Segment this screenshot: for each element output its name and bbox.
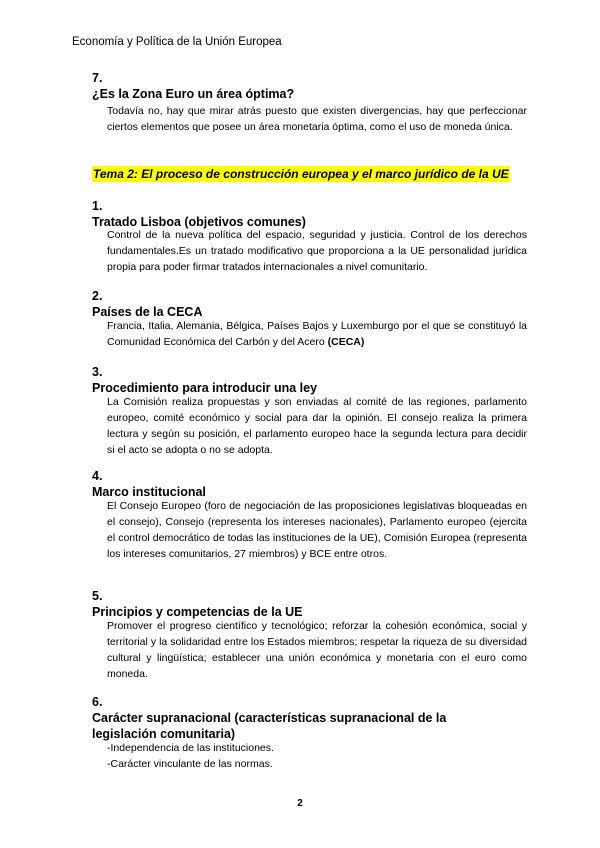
section-number: 5. (92, 589, 103, 603)
paragraph-bold-text: (CECA) (327, 336, 365, 348)
section-heading-3 (92, 364, 528, 396)
paragraph-3: La Comisión realiza propuestas y son enviadas al comité de las regiones, parlamento europeo, comité económico y social para dar la opinión. El consejo realiza la primera lectura y según su posición, el parlamento europeo hace la segunda lectura para decidir si el acto se adopta o no se adopta. (107, 396, 527, 456)
page-number: 2 (297, 798, 303, 809)
section-number: 6. (92, 695, 103, 709)
section-title: Países de la CECA (92, 305, 203, 319)
paragraph-5: Promover el progreso científico y tecnológico; reforzar la cohesión económica, social y territorial y la solidaridad entre los Estados miembros; respetar la riqueza de su diversidad cultural y lingüística; establecer una unión económica y monetaria con el euro como moneda. (107, 620, 527, 680)
section-number: 7. (92, 71, 103, 85)
section-heading-q7 (92, 70, 528, 102)
paragraph-4: El Consejo Europeo (foro de negociación de las proposiciones legislativas bloqueadas en el consejo), Consejo (representa los intereses nacionales), Parlamento europeo (ejercita el control democrático de todas las instituciones de la UE), Comisión Europea (representa los intereses comunitarios, 27 miembros) y BCE entre otros. (107, 500, 527, 560)
section-heading-4 (92, 468, 528, 500)
section-title: ¿Es la Zona Euro un área óptima? (92, 87, 295, 101)
section-title: Procedimiento para introducir una ley (92, 381, 318, 395)
section-heading-6 (92, 694, 528, 742)
list-item: -Independencia de las instituciones. (107, 742, 274, 754)
section-heading-2 (92, 288, 528, 320)
paragraph-text: Francia, Italia, Alemania, Bélgica, Países Bajos y Luxemburgo por el que se constituyó la Comunidad Económica del Carbón y del Acero (107, 320, 527, 348)
section-number: 2. (92, 289, 103, 303)
section-title: Tratado Lisboa (objetivos comunes) (92, 215, 306, 229)
section-number: 4. (92, 469, 103, 483)
paragraph-1: Control de la nueva política del espacio, seguridad y justicia. Control de los derechos fundamentales.Es un tratado modificativo que proporciona a la UE personalidad jurídica propia para poder firmar tratados internacionales a nivel comunitario. (107, 229, 527, 273)
section-number: 3. (92, 365, 103, 379)
section-heading-1 (92, 198, 528, 230)
section-title: Marco institucional (92, 485, 206, 499)
page-header: Economía y Política de la Unión Europea (72, 36, 282, 48)
section-title: Carácter supranacional (características supranacional de la legislación comunitaria) (92, 711, 447, 741)
section-number: 1. (92, 199, 103, 213)
paragraph-q7: Todavía no, hay que mirar atrás puesto que existen divergencias, hay que perfeccionar ciertos elementos que posee un área monetaria óptima, como el uso de moneda única. (107, 105, 527, 133)
section-heading-5 (92, 588, 528, 620)
paragraph-6 (107, 740, 527, 772)
topic-heading-highlighted: Tema 2: El proceso de construcción europea y el marco jurídico de la UE (93, 167, 509, 181)
paragraph-2 (107, 318, 527, 350)
list-item: -Carácter vinculante de las normas. (107, 758, 273, 770)
section-title: Principios y competencias de la UE (92, 605, 303, 619)
